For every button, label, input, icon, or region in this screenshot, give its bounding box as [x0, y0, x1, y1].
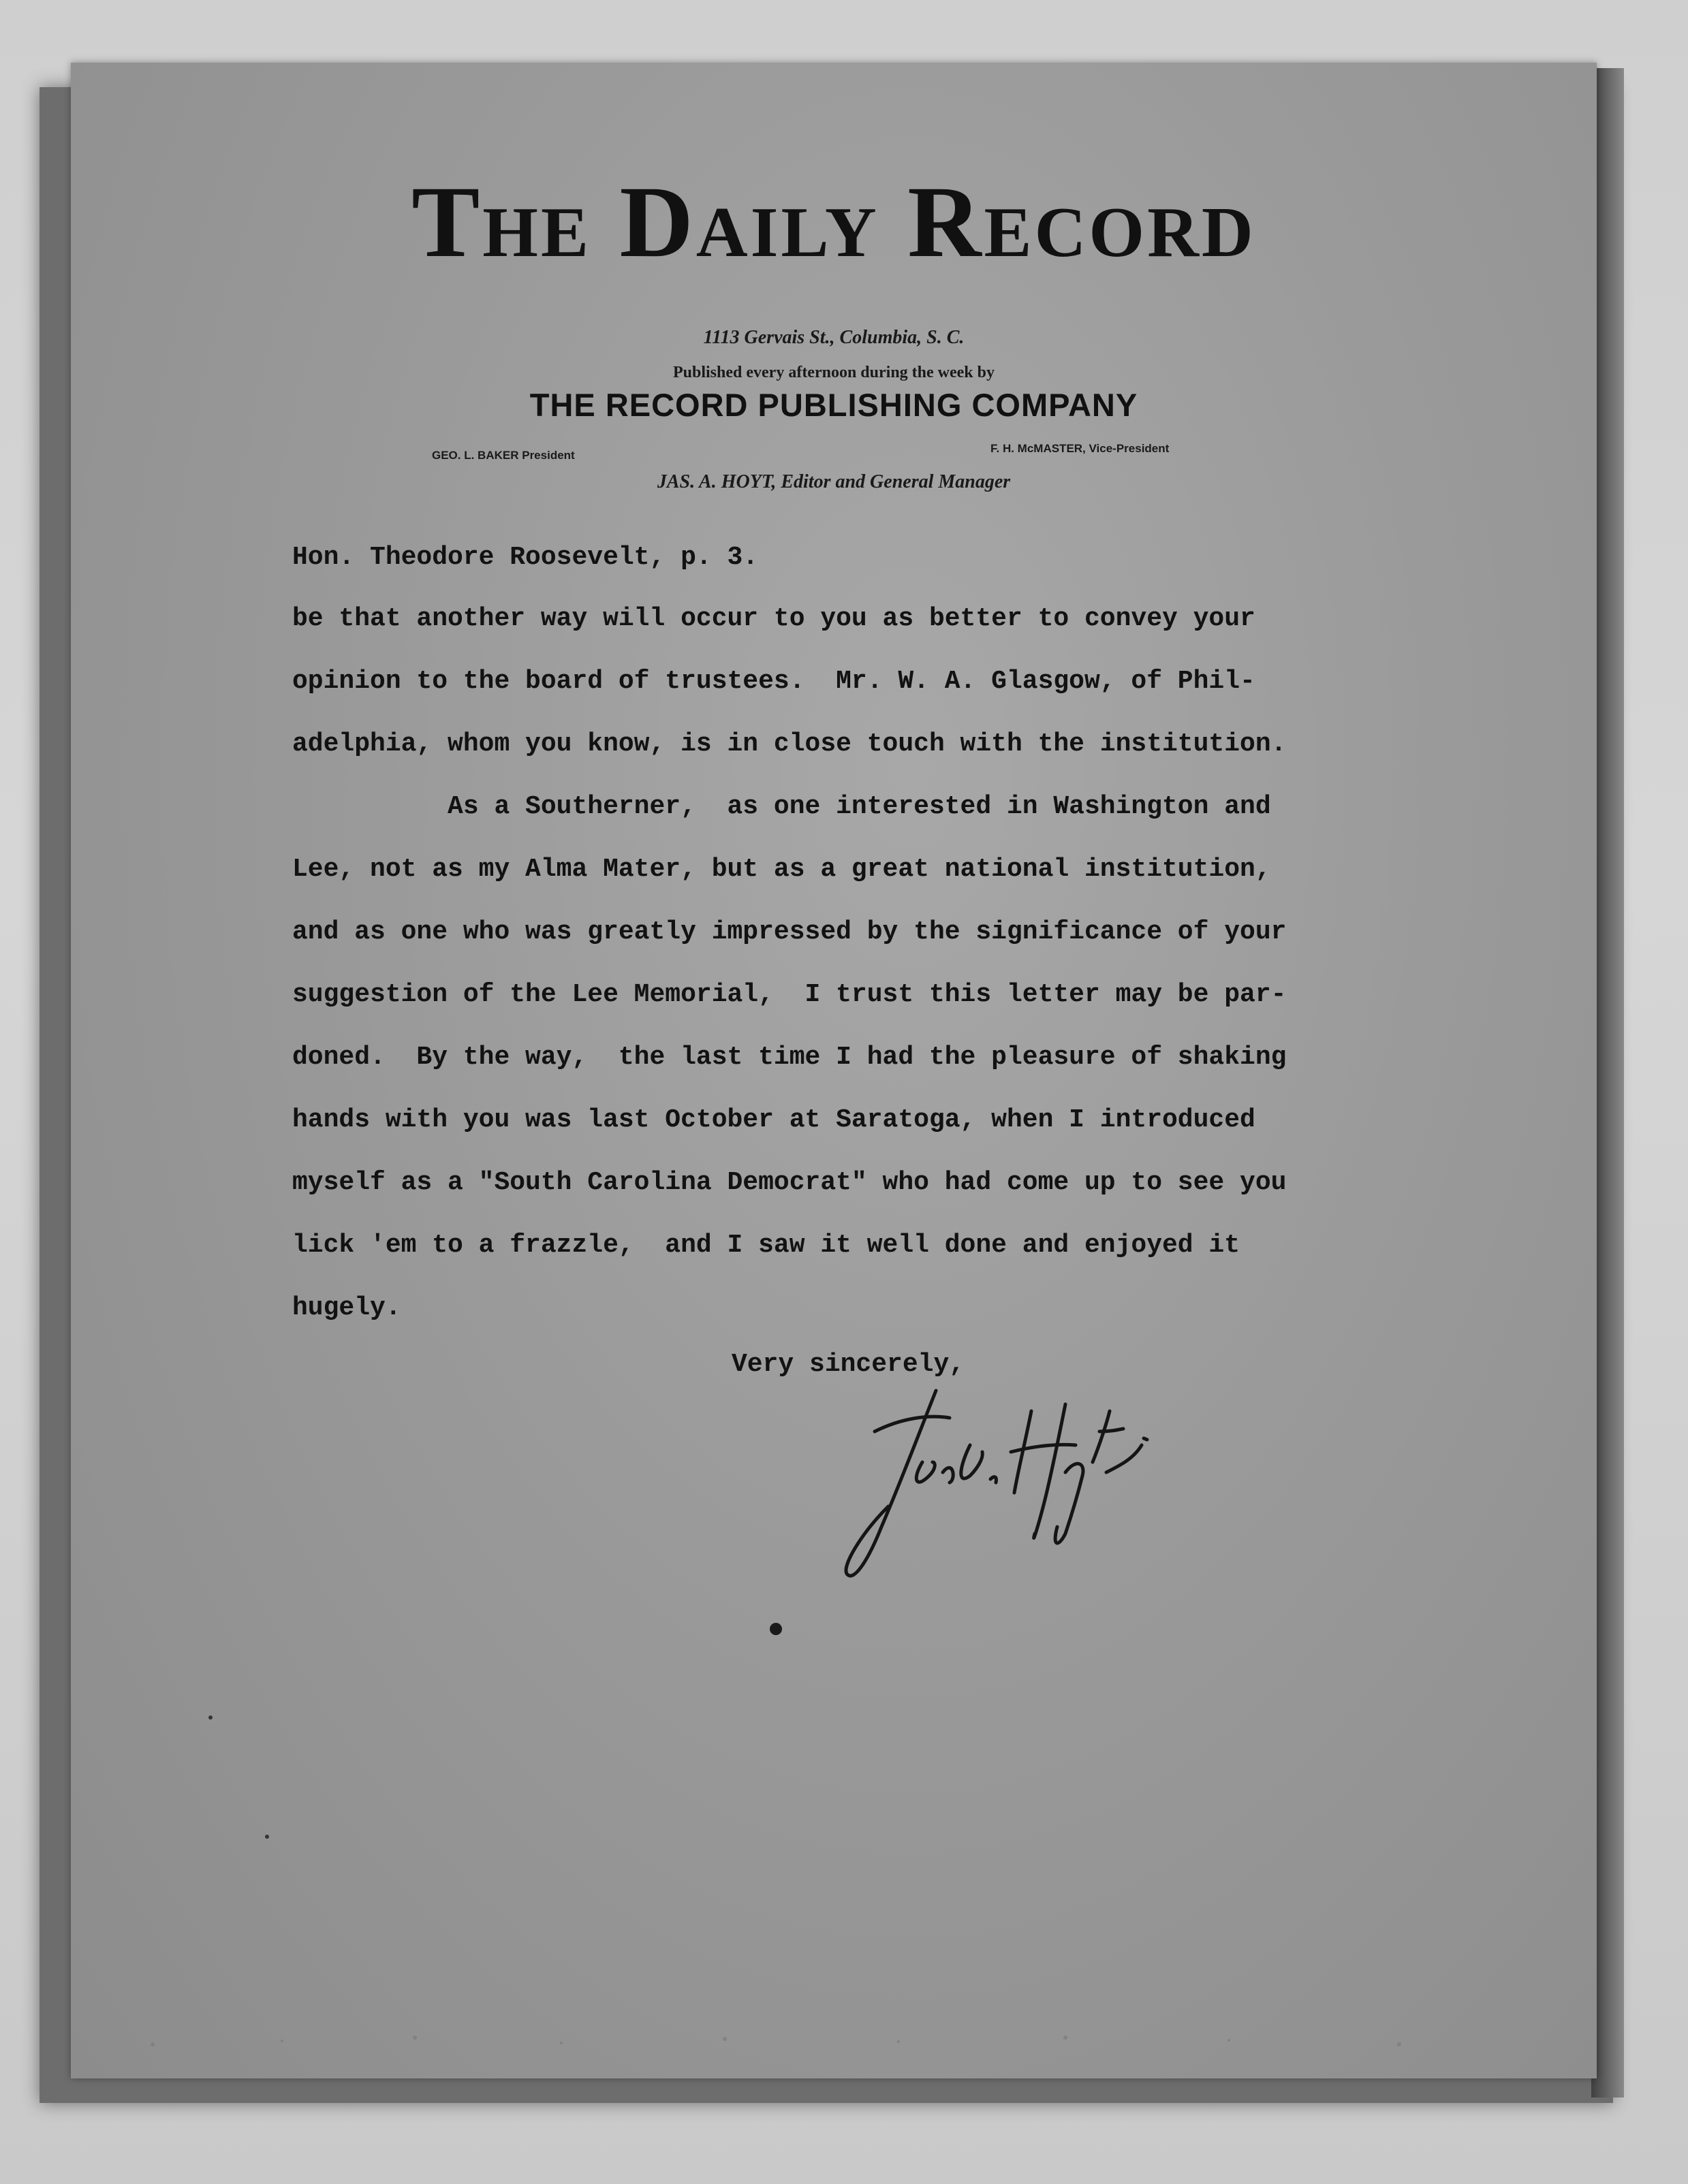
letter-line: As a Southerner, as one interested in Washington and [292, 792, 1271, 821]
letter-line: adelphia, whom you know, is in close touch with the institution. [292, 729, 1287, 759]
letter-line: doned. By the way, the last time I had the pleasure of shaking [292, 1043, 1287, 1072]
letter-line: hugely. [292, 1293, 401, 1323]
letter-line: Lee, not as my Alma Mater, but as a great national institution, [292, 855, 1271, 884]
vice-president-name: F. H. McMASTER, Vice-President [990, 442, 1170, 455]
president-name: GEO. L. BAKER President [432, 449, 575, 462]
letter-line: opinion to the board of trustees. Mr. W. A. Glasgow, of Phil- [292, 667, 1255, 696]
newspaper-address: 1113 Gervais St., Columbia, S. C. [703, 327, 965, 348]
page-heading: Hon. Theodore Roosevelt, p. 3. [292, 543, 759, 572]
editor-name: JAS. A. HOYT, Editor and General Manager [657, 471, 1011, 492]
letter-line: myself as a "South Carolina Democrat" who had come up to see you [292, 1168, 1287, 1197]
letter-line: hands with you was last October at Saratoga, when I introduced [292, 1105, 1255, 1135]
letter-line: be that another way will occur to you as better to convey your [292, 604, 1255, 633]
newspaper-masthead: The Daily Record [411, 165, 1256, 279]
letter-line: suggestion of the Lee Memorial, I trust this letter may be par- [292, 980, 1287, 1009]
letter-page [71, 63, 1597, 2078]
publishing-company: THE RECORD PUBLISHING COMPANY [529, 387, 1138, 423]
letter-line: and as one who was greatly impressed by the significance of your [292, 917, 1287, 947]
closing: Very sincerely, [732, 1350, 965, 1379]
letter-line: lick 'em to a frazzle, and I saw it well done and enjoyed it [292, 1231, 1240, 1260]
publication-note: Published every afternoon during the week by [672, 364, 995, 381]
paper-specks [71, 63, 1597, 2078]
